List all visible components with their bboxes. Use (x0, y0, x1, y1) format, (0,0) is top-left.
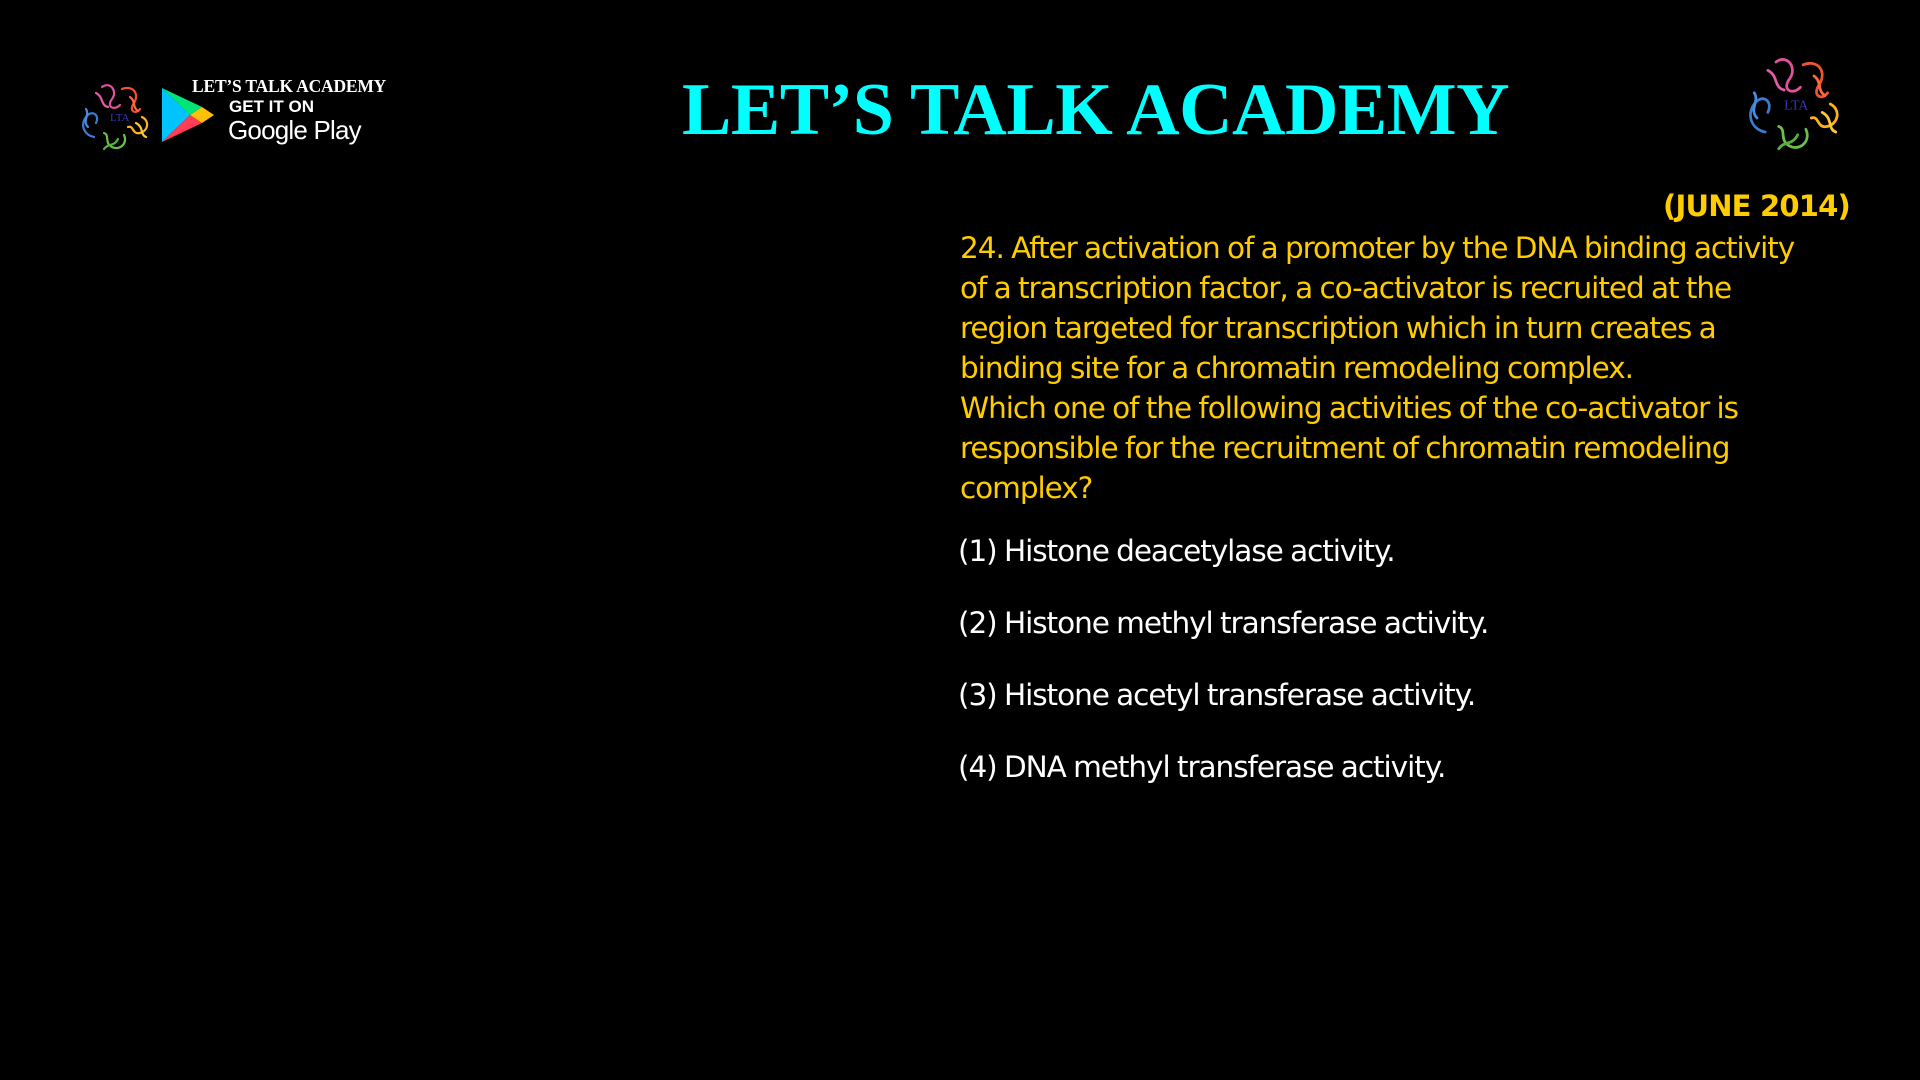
option-2: (2) Histone methyl transferase activity. (958, 606, 1489, 640)
question-line: Which one of the following activities of the co-activator is (960, 391, 1738, 425)
question-text (960, 228, 1794, 508)
badge-brand-text: LET’S TALK ACADEMY (192, 76, 387, 96)
badge-get-it-on-text: GET IT ON (229, 97, 314, 116)
question-line: binding site for a chromatin remodeling complex. (960, 351, 1633, 385)
page-title: LET’S TALK ACADEMY (682, 69, 1510, 151)
answer-options (958, 531, 1488, 819)
question-line: responsible for the recruitment of chromatin remodeling (960, 431, 1730, 465)
lta-logo-right (1738, 48, 1852, 160)
question-line: region targeted for transcription which in turn creates a (960, 311, 1716, 345)
exam-tag: (JUNE 2014) (1663, 189, 1850, 223)
lta-logo-left (74, 77, 158, 157)
option-4: (4) DNA methyl transferase activity. (958, 750, 1446, 784)
protein-ribbon-logo-icon (74, 77, 158, 157)
question-line: complex? (960, 471, 1093, 505)
protein-ribbon-logo-icon (1738, 48, 1852, 160)
svg-text:LTA: LTA (1784, 97, 1809, 113)
svg-text:LTA: LTA (110, 112, 130, 124)
google-play-link[interactable]: Google Play (228, 115, 361, 145)
question-line: 24. After activation of a promoter by the DNA binding activity (960, 231, 1795, 265)
option-3: (3) Histone acetyl transferase activity. (958, 678, 1476, 712)
question-line: of a transcription factor, a co-activator is recruited at the (960, 271, 1732, 305)
option-1: (1) Histone deacetylase activity. (958, 534, 1395, 568)
